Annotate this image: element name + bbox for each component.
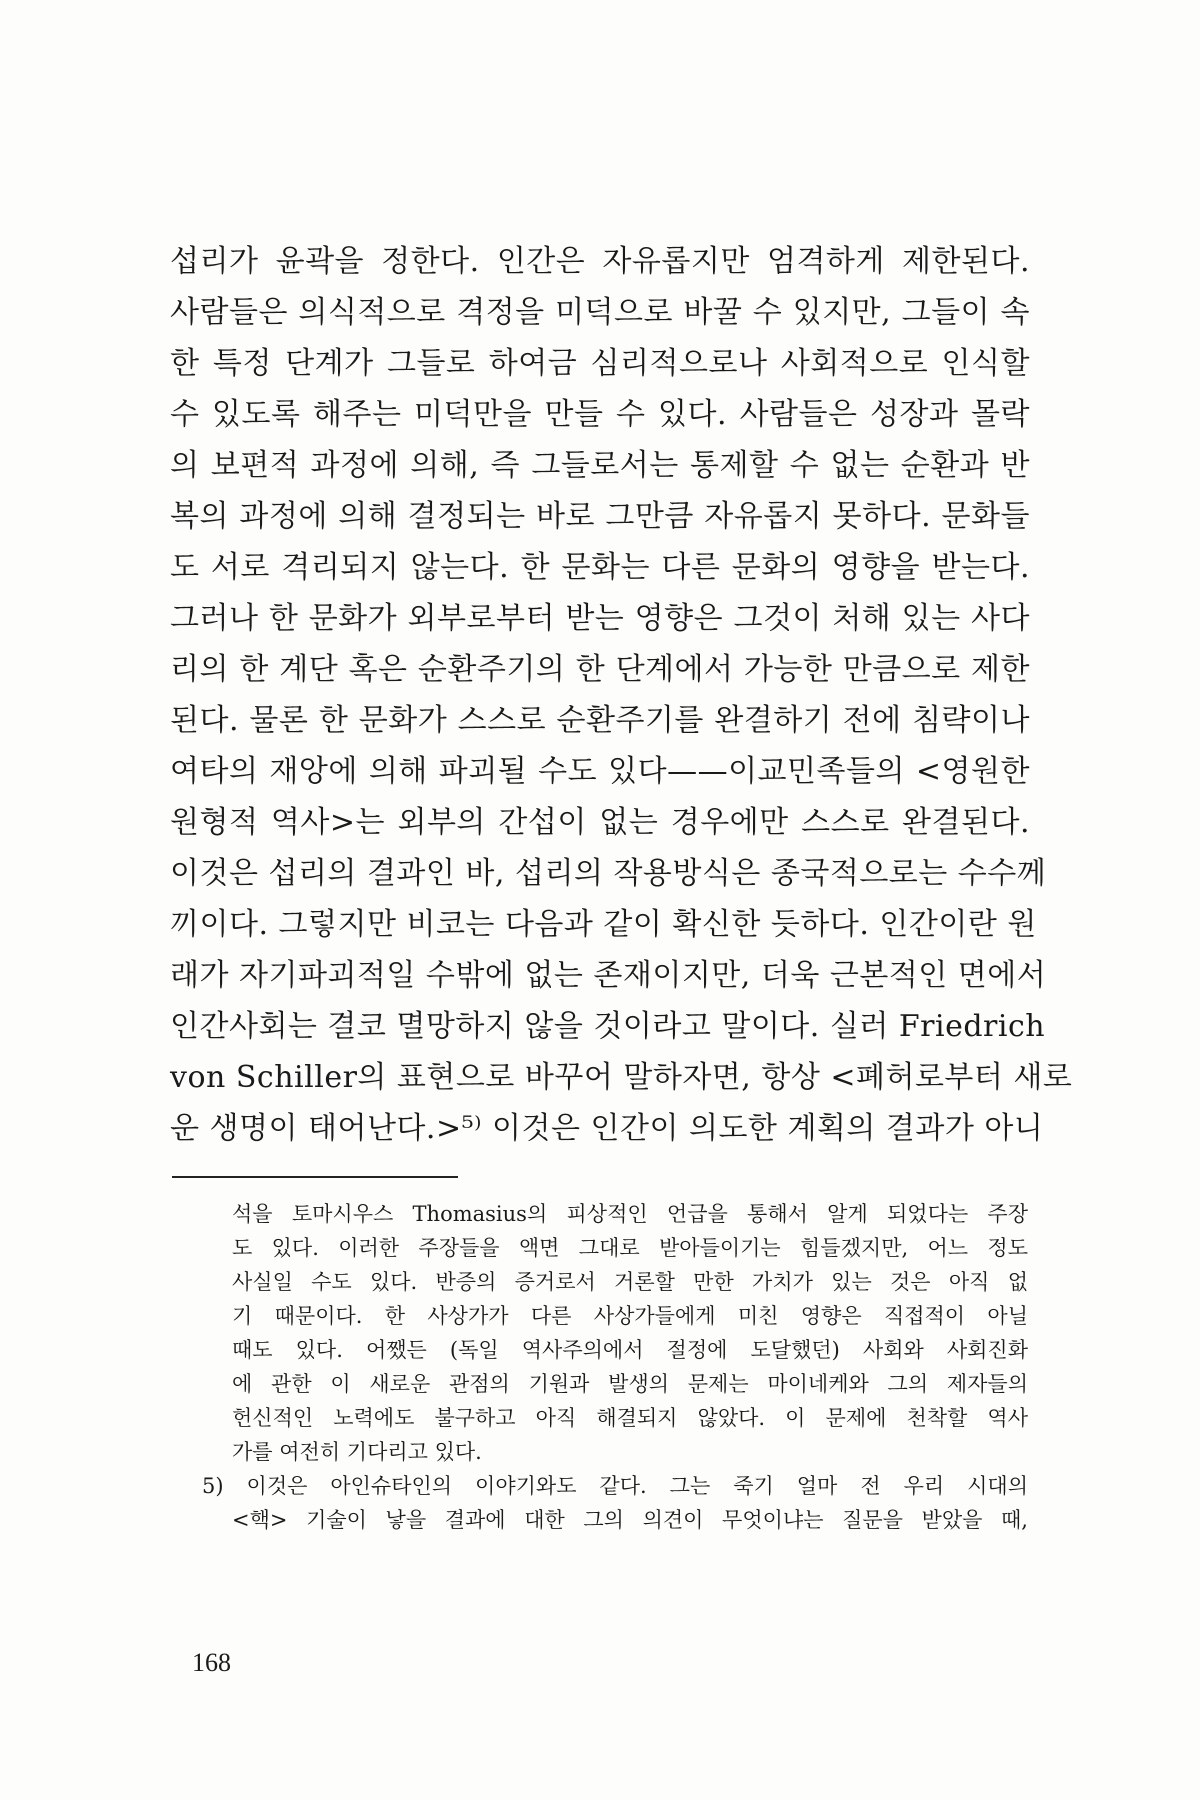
- body-line: 된다. 물론 한 문화가 스스로 순환주기를 완결하기 전에 침략이나: [170, 703, 1030, 738]
- body-line: 여타의 재앙에 의해 파괴될 수도 있다——이교민족들의 <영원한: [170, 754, 1030, 789]
- footnote-line: 헌신적인 노력에도 불구하고 아직 해결되지 않았다. 이 문제에 천착할 역사: [232, 1406, 1028, 1430]
- page-number: 168: [192, 1648, 231, 1677]
- body-line: 래가 자기파괴적일 수밖에 없는 존재이지만, 더욱 근본적인 면에서: [170, 958, 1047, 993]
- body-line: 한 특정 단계가 그들로 하여금 심리적으로나 사회적으로 인식할: [170, 346, 1030, 381]
- body-line: 사람들은 의식적으로 격정을 미덕으로 바꿀 수 있지만, 그들이 속: [170, 295, 1030, 330]
- body-line: 수 있도록 해주는 미덕만을 만들 수 있다. 사람들은 성장과 몰락: [170, 397, 1030, 432]
- footnote-line: 에 관한 이 새로운 관점의 기원과 발생의 문제는 마이네케와 그의 제자들의: [232, 1372, 1028, 1396]
- body-line: 도 서로 격리되지 않는다. 한 문화는 다른 문화의 영향을 받는다.: [170, 550, 1030, 585]
- body-line: 이것은 섭리의 결과인 바, 섭리의 작용방식은 종국적으로는 수수께: [170, 856, 1047, 891]
- footnote-line: 도 있다. 이러한 주장들을 액면 그대로 받아들이기는 힘들겠지만, 어느 정도: [232, 1236, 1028, 1260]
- main-text: [170, 236, 1073, 1154]
- body-line: 의 보편적 과정에 의해, 즉 그들로서는 통제할 수 없는 순환과 반: [170, 448, 1030, 483]
- body-line: 인간사회는 결코 멸망하지 않을 것이라고 말이다. 실러 Friedrich: [170, 1009, 1046, 1044]
- body-line: 리의 한 계단 혹은 순환주기의 한 단계에서 가능한 만큼으로 제한: [170, 652, 1030, 687]
- footnote-line: 석을 토마시우스 Thomasius의 피상적인 언급을 통해서 알게 되었다는 주장: [232, 1202, 1028, 1226]
- body-line: 그러나 한 문화가 외부로부터 받는 영향은 그것이 처해 있는 사다: [170, 601, 1030, 636]
- footnote-line: 때도 있다. 어쨌든 (독일 역사주의에서 절정에 도달했던) 사회와 사회진화: [232, 1338, 1028, 1362]
- body-line: von Schiller의 표현으로 바꾸어 말하자면, 항상 <폐허로부터 새로: [170, 1060, 1073, 1095]
- body-line: 복의 과정에 의해 결정되는 바로 그만큼 자유롭지 못하다. 문화들: [170, 499, 1030, 534]
- body-line: 운 생명이 태어난다.>⁵⁾ 이것은 인간이 의도한 계획의 결과가 아니: [170, 1111, 1044, 1146]
- footnotes: [202, 1197, 1028, 1537]
- body-line: 원형적 역사>는 외부의 간섭이 없는 경우에만 스스로 완결된다.: [170, 805, 1030, 840]
- body-line: 끼이다. 그렇지만 비코는 다음과 같이 확신한 듯하다. 인간이란 원: [170, 907, 1037, 942]
- footnote-line: 사실일 수도 있다. 반증의 증거로서 거론할 만한 가치가 있는 것은 아직 없: [232, 1270, 1028, 1294]
- body-line: 섭리가 윤곽을 정한다. 인간은 자유롭지만 엄격하게 제한된다.: [170, 244, 1030, 279]
- footnote-5-line: 5) 이것은 아인슈타인의 이야기와도 같다. 그는 죽기 얼마 전 우리 시대의: [202, 1474, 1028, 1498]
- footnote-divider: [172, 1176, 458, 1178]
- footnote-line: 기 때문이다. 한 사상가가 다른 사상가들에게 미친 영향은 직접적이 아닐: [232, 1304, 1028, 1328]
- footnote-line: 가를 여전히 기다리고 있다.: [232, 1440, 482, 1464]
- footnote-line: <핵> 기술이 낳을 결과에 대한 그의 의견이 무엇이냐는 질문을 받았을 때,: [232, 1508, 1028, 1532]
